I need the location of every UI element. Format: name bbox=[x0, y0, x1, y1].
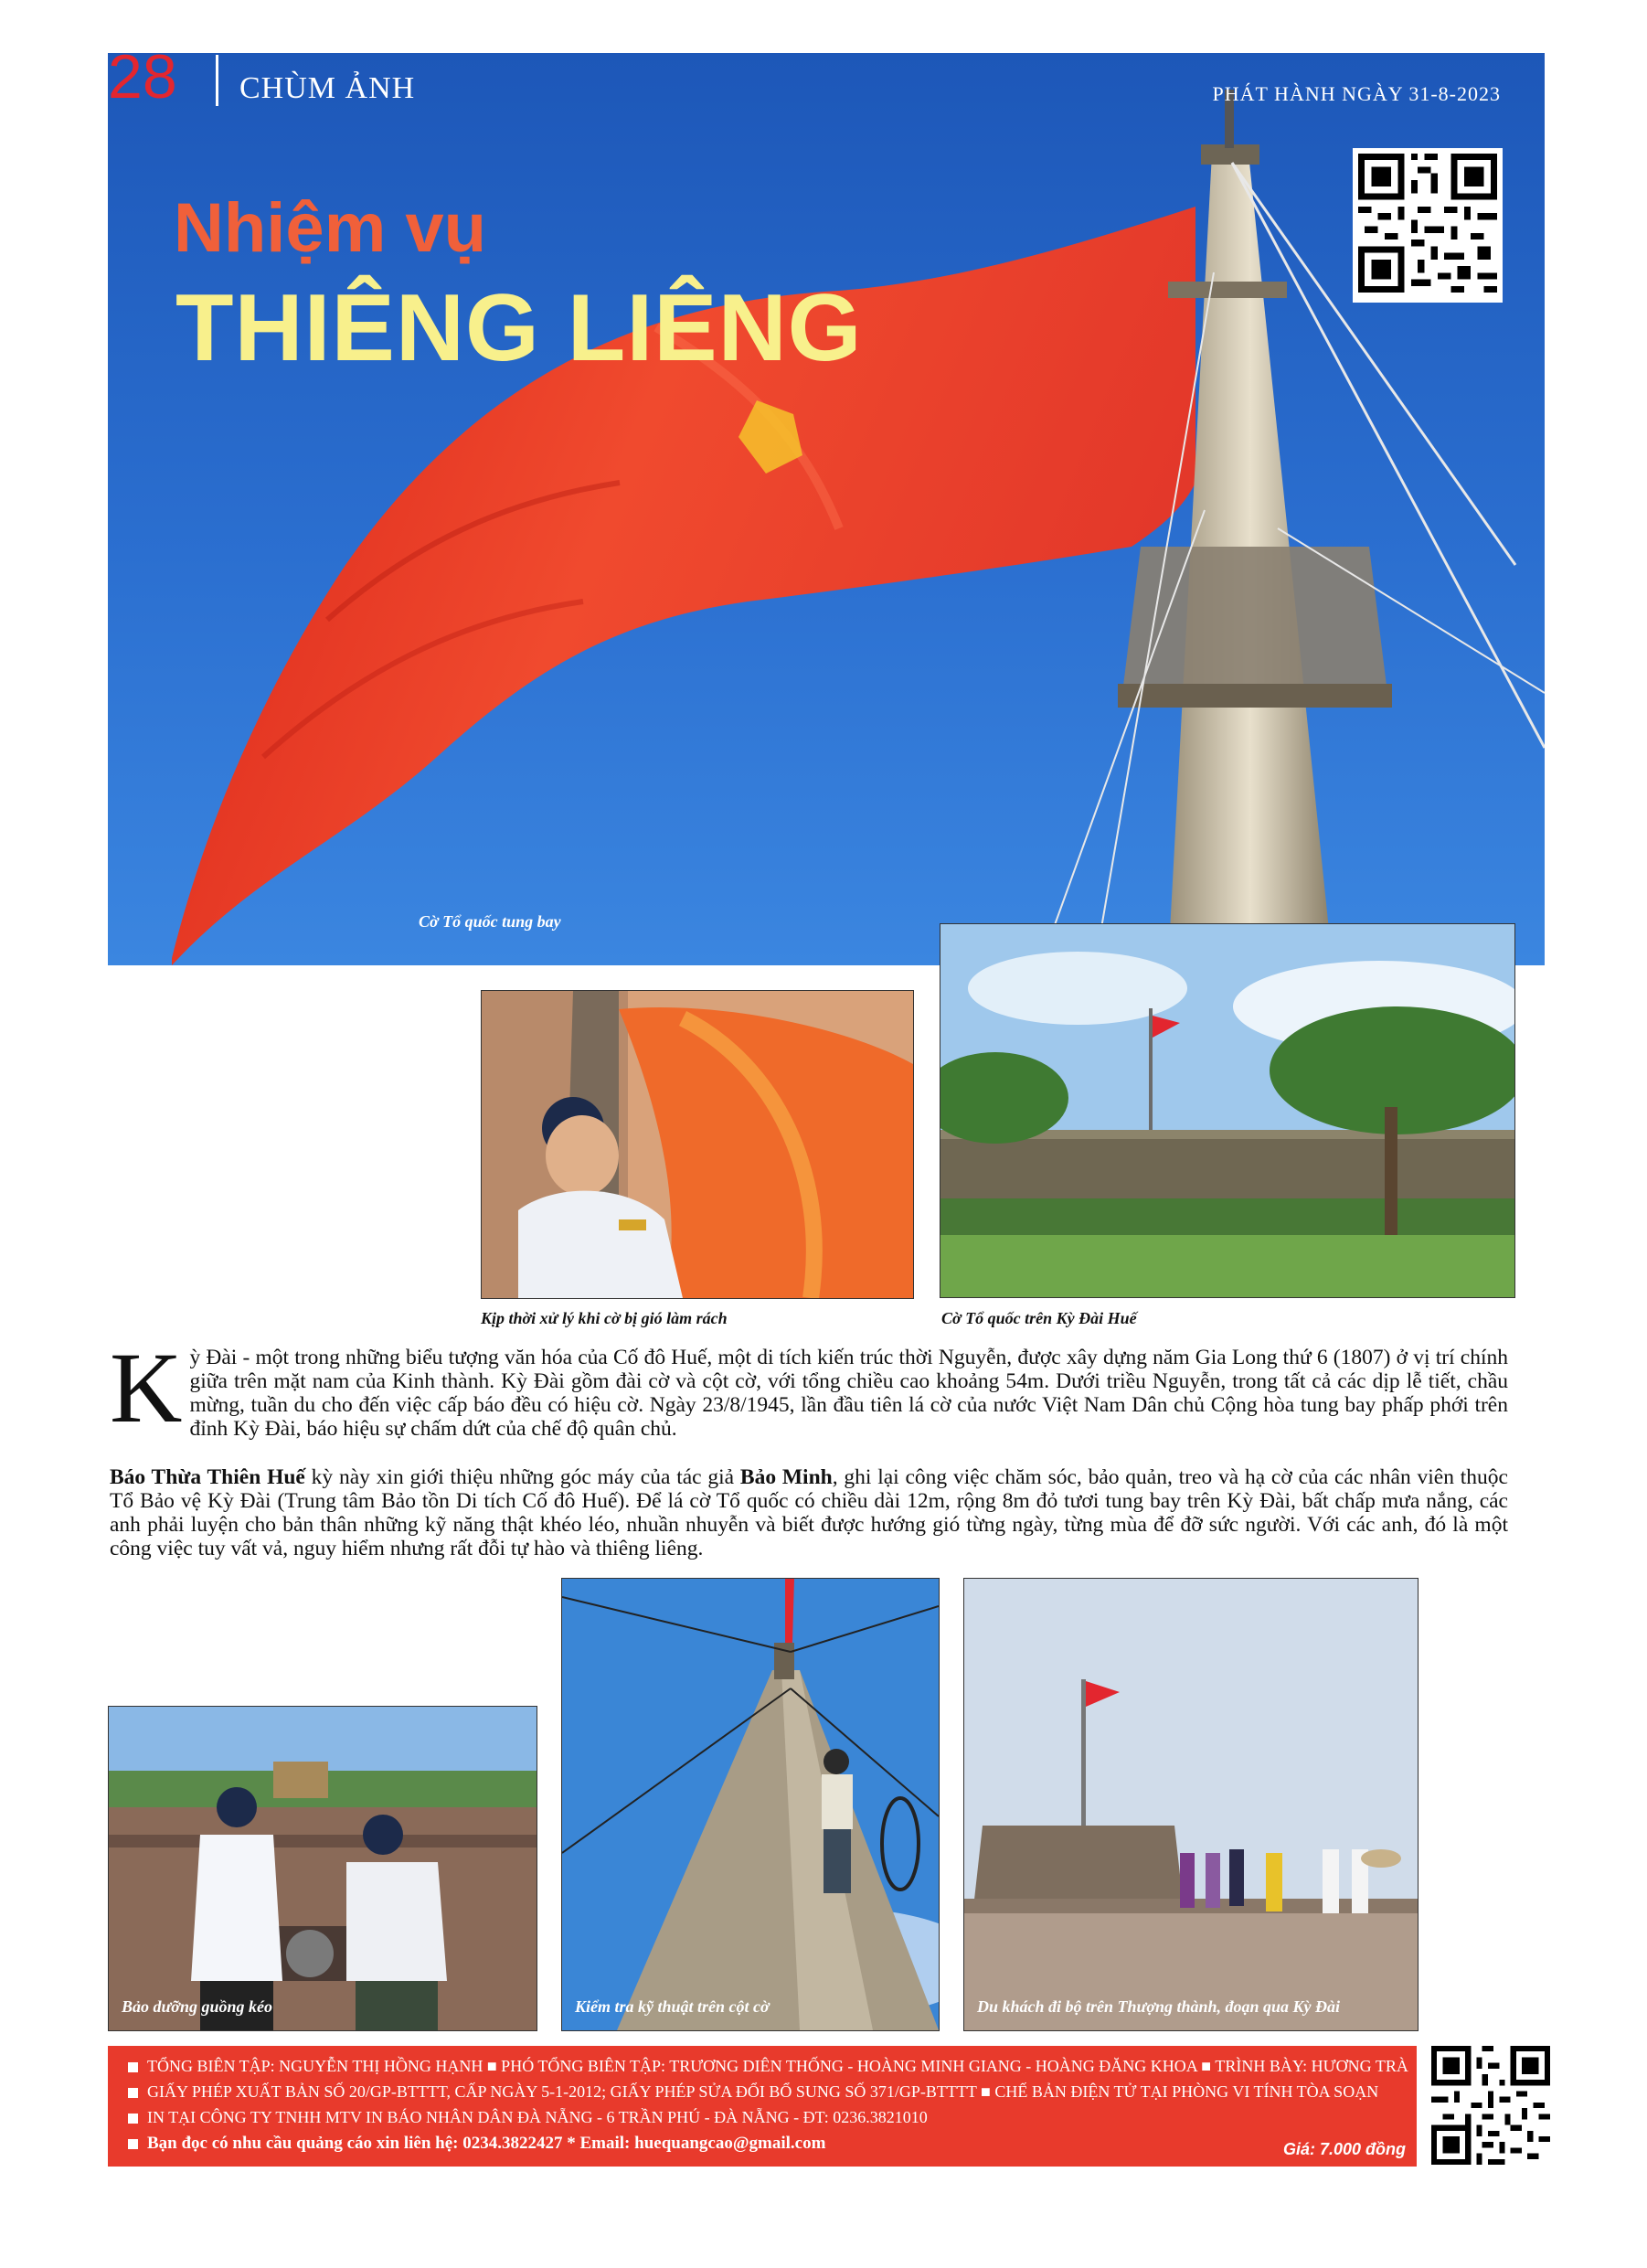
footer-line-4: Bạn đọc có nhu cầu quảng cáo xin liên hệ: 0234.3822427 * Email: huequangcao@gmail.com bbox=[128, 2134, 825, 2154]
bullet-square-icon bbox=[128, 2114, 138, 2124]
photo1-caption: Kịp thời xử lý khi cờ bị gió làm rách bbox=[481, 1309, 728, 1327]
section-label: CHÙM ẢNH bbox=[239, 71, 416, 105]
article-p2-bold-1: Báo Thừa Thiên Huế bbox=[110, 1465, 305, 1489]
article-p2-text-b: , ghi lại công việc chăm sóc, bảo quản, treo và hạ cờ của các nhân viên thuộc Tổ Bảo vệ Kỳ Đài (Trung tâm Bảo tồn Di tích Cố đô Huế). Để lá cờ Tổ quốc có chiều dài 12m, rộng 8m đỏ tươi tung bay trên Kỳ Đài, bất chấp mưa nắng, các anh phải luyện cho bản thân những kỹ năng thật khéo léo, nhuần nhuyễn và biết được hướng gió từng ngày, từng mùa để đỡ sức người. Với các anh, đó là một công việc tuy vất vả, nguy hiểm nhưng rất đỗi tự hào và thiêng liêng. bbox=[110, 1465, 1508, 1560]
footer-line-2: GIẤY PHÉP XUẤT BẢN SỐ 20/GP-BTTTT, CẤP NGÀY 5-1-2012; GIẤY PHÉP SỬA ĐỔI BỔ SUNG SỐ 371/GP-BTTTT ■ CHẾ BẢN ĐIỆN TỬ TẠI PHÒNG VI TÍNH TÒA SOẠN bbox=[128, 2082, 1378, 2102]
article-paragraph-2 bbox=[110, 1465, 1508, 1560]
bullet-square-icon bbox=[128, 2062, 138, 2072]
bullet-square-icon bbox=[128, 2088, 138, 2098]
page-number: 28 bbox=[108, 42, 177, 112]
photo4-caption: Kiểm tra kỹ thuật trên cột cờ bbox=[575, 1997, 770, 2016]
photo-flag-repair bbox=[481, 990, 914, 1299]
header-divider bbox=[216, 55, 218, 106]
photo-flag-tower bbox=[940, 923, 1515, 1298]
qr-code-icon[interactable] bbox=[1431, 2046, 1550, 2169]
qr-code-icon[interactable] bbox=[1353, 148, 1503, 303]
title-line-1: Nhiệm vụ bbox=[174, 189, 487, 267]
article-p1-text: ỳ Đài - một trong những biểu tượng văn hóa của Cố đô Huế, một di tích kiến trúc thời Nguyễn, được xây dựng năm Gia Long thứ 6 (1807) ở vị trí chính giữa trên mặt nam của Kinh thành. Kỳ Đài gồm đài cờ và cột cờ, với tổng chiều cao khoảng 54m. Dưới triều Nguyễn, trong tất cả các dịp lễ tiết, chầu mừng, tuần du cho đến việc cấp báo đều có hiệu cờ. Ngày 23/8/1945, lần đầu tiên lá cờ của nước Việt Nam Dân chủ Cộng hòa tung bay phấp phới trên đỉnh Kỳ Đài, báo hiệu sự chấm dứt của chế độ quân chủ. bbox=[189, 1346, 1508, 1441]
price-label: Giá: 7.000 đồng bbox=[1282, 2140, 1406, 2158]
photo-visitors bbox=[963, 1578, 1419, 2031]
article-p2-text-a: kỳ này xin giới thiệu những góc máy của tác giả bbox=[304, 1465, 740, 1489]
hero-caption: Cờ Tổ quốc tung bay bbox=[419, 912, 561, 931]
footer-line-3: IN TẠI CÔNG TY TNHH MTV IN BÁO NHÂN DÂN ĐÀ NẴNG - 6 TRẦN PHÚ - ĐÀ NẴNG - ĐT: 0236.3821010 bbox=[128, 2108, 928, 2127]
article-p2-bold-2: Bảo Minh bbox=[739, 1465, 833, 1489]
photo3-caption: Bảo dưỡng guồng kéo bbox=[122, 1997, 272, 2016]
masthead-footer bbox=[108, 2046, 1417, 2167]
photo-pole-inspection bbox=[561, 1578, 940, 2031]
photo5-caption: Du khách đi bộ trên Thượng thành, đoạn qua Kỳ Đài bbox=[977, 1997, 1341, 2016]
article-paragraph-1 bbox=[110, 1332, 1508, 1443]
title-line-2: THIÊNG LIÊNG bbox=[175, 275, 863, 381]
footer-line-1: TỔNG BIÊN TẬP: NGUYỄN THỊ HỒNG HẠNH ■ PHÓ TỔNG BIÊN TẬP: TRƯƠNG DIÊN THỐNG - HOÀNG MINH GIANG - HOÀNG ĐĂNG KHOA ■ TRÌNH BÀY: HƯƠNG TRÀ bbox=[128, 2057, 1408, 2076]
release-date: PHÁT HÀNH NGÀY 31-8-2023 bbox=[1212, 82, 1501, 105]
photo-winch bbox=[108, 1706, 537, 2031]
photo2-caption: Cờ Tổ quốc trên Kỳ Đài Huế bbox=[941, 1309, 1137, 1327]
article-dropcap: K bbox=[110, 1332, 183, 1443]
bullet-square-icon bbox=[128, 2139, 138, 2149]
